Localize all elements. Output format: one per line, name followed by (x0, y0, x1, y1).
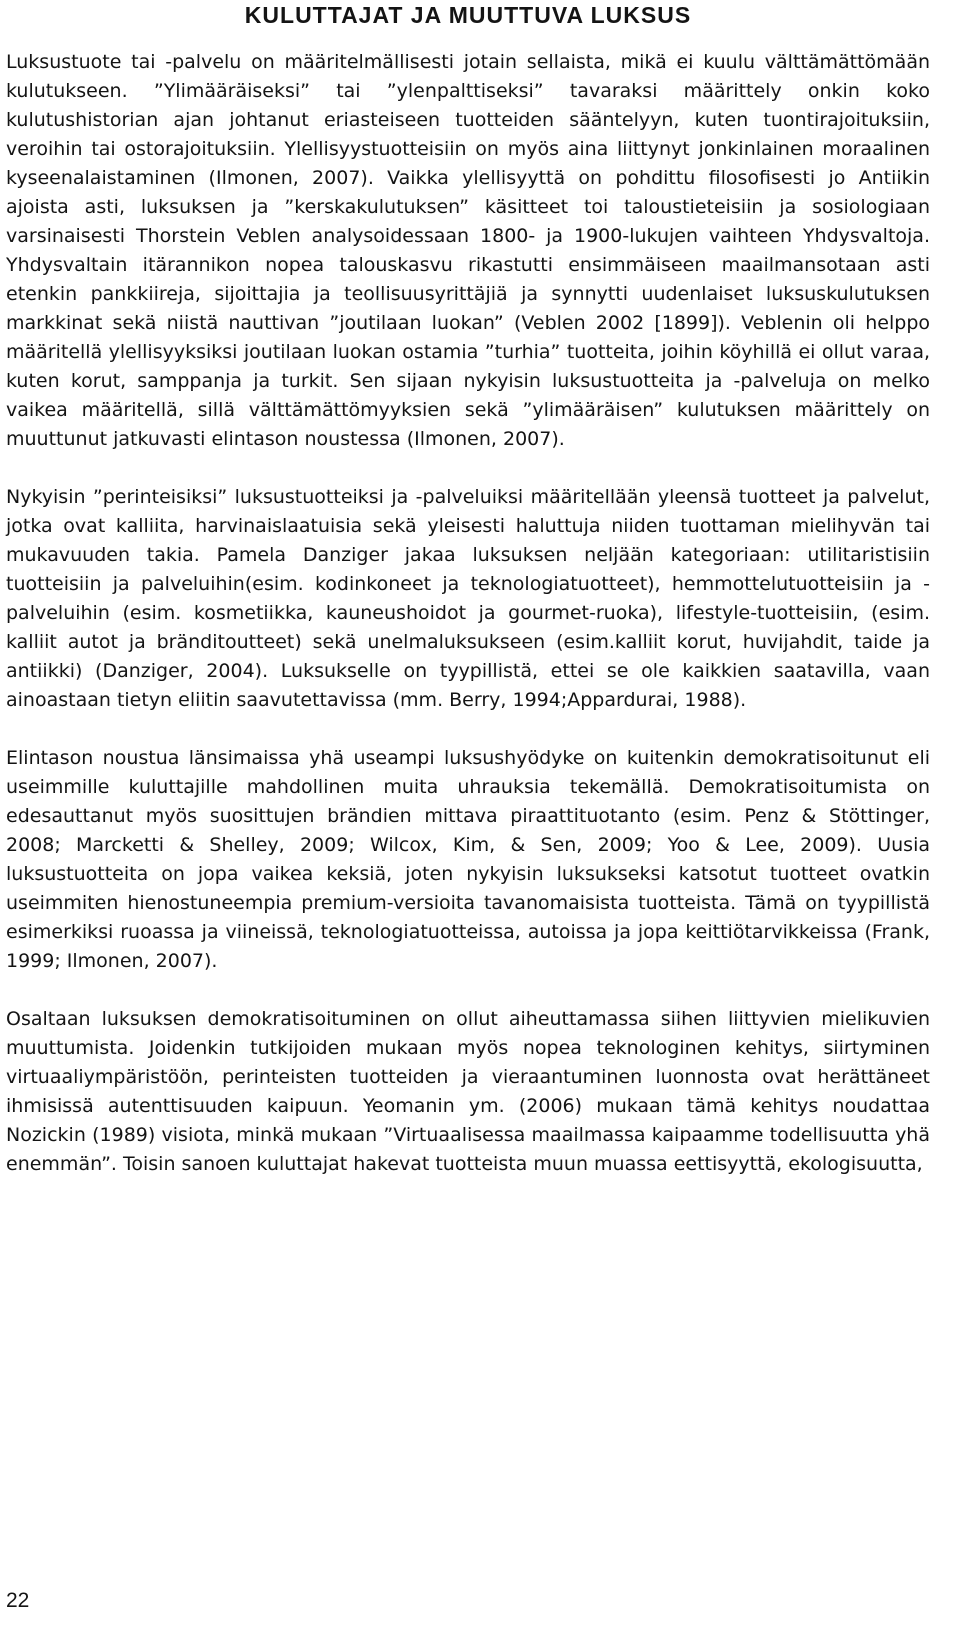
page-number: 22 (6, 1589, 30, 1612)
document-page (6, 0, 930, 1179)
paragraph-authenticity: Osaltaan luksuksen demokratisoituminen on ollut aiheuttamassa siihen liittyvien mielikuvien muuttumista. Joidenkin tutkijoiden mukaan myös nopea teknologinen kehitys, siirtyminen virtuaaliympäristöön, perinteisten tuotteiden ja vieraantuminen luonnosta ovat herättäneet ihmisissä autenttisuuden kaipuun. Yeomanin ym. (2006) mukaan tämä kehitys noudattaa Nozickin (1989) visiota, minkä mukaan ”Virtuaalisessa maailmassa kaipaamme todellisuutta yhä enemmän”. Toisin sanoen kuluttajat hakevat tuotteista muun muassa eettisyyttä, ekologisuutta, (6, 1008, 930, 1175)
section-heading: KULUTTAJAT JA MUUTTUVA LUKSUS (244, 2, 692, 28)
paragraph-luxury-definition: Luksustuote tai -palvelu on määritelmällisesti jotain sellaista, mikä ei kuulu välttämättömään kulutukseen. ”Ylimääräiseksi” tai ”ylenpalttiseksi” tavaraksi määrittely onkin koko kulutushistorian ajan johtanut eriasteiseen tuotteiden sääntelyyn, kuten tuontirajoituksiin, veroihin tai ostorajoituksiin. Ylellisyystuotteisiin on myös aina liittynyt jonkinlainen moraalinen kyseenalaistaminen (Ilmonen, 2007). Vaikka ylellisyyttä on pohdittu filosofisesti jo Antiikin ajoista asti, luksuksen ja ”kerskakulutuksen” käsitteet toi taloustieteisiin ja sosiologiaan varsinaisesti Thorstein Veblen analysoidessaan 1800- ja 1900-lukujen vaihteen Yhdysvaltoja. Yhdysvaltain itärannikon nopea talouskasvu rikastutti ensimmäiseen maailmansotaan asti etenkin pankkiireja, sijoittajia ja teollisuusyrittäjiä ja synnytti uudenlaiset luksuskulutuksen markkinat sekä niistä nauttivan ”joutilaan luokan” (Veblen 2002 [1899]). Veblenin oli helppo määritellä ylellisyyksiksi joutilaan luokan ostamia ”turhia” tuotteita, joihin köyhillä ei ollut varaa, kuten korut, samppanja ja turkit. Sen sijaan nykyisin luksustuotteita ja -palveluja on melko vaikea määritellä, sillä välttämättömyyksien sekä ”ylimääräisen” kulutuksen määrittely on muuttunut jatkuvasti elintason noustessa (Ilmonen, 2007). (6, 51, 930, 450)
paragraph-democratization: Elintason noustua länsimaissa yhä useampi luksushyödyke on kuitenkin demokratisoitunut eli useimmille kuluttajille mahdollinen muita uhrauksia tekemällä. Demokratisoitumista on edesauttanut myös suosittujen brändien mittava piraattituotanto (esim. Penz & Stöttinger, 2008; Marcketti & Shelley, 2009; Wilcox, Kim, & Sen, 2009; Yoo & Lee, 2009). Uusia luksustuotteita on jopa vaikea keksiä, joten nykyisin luksukseksi katsotut tuotteet ovatkin useimmiten hienostuneempia premium-versioita tavanomaisista tuotteista. Tämä on tyypillistä esimerkiksi ruoassa ja viineissä, teknologiatuotteissa, autoissa ja jopa keittiötarvikkeissa (Frank, 1999; Ilmonen, 2007). (6, 747, 930, 972)
paragraph-traditional-luxury: Nykyisin ”perinteisiksi” luksustuotteiksi ja -palveluiksi määritellään yleensä tuotteet ja palvelut, jotka ovat kalliita, harvinaislaatuisia sekä yleisesti haluttuja niiden tuottaman mielihyvän tai mukavuuden takia. Pamela Danziger jakaa luksuksen neljään kategoriaan: utilitaristisiin tuotteisiin ja palveluihin(esim. kodinkoneet ja teknologiatuotteet), hemmottelutuotteisiin ja -palveluihin (esim. kosmetiikka, kauneushoidot ja gourmet-ruoka), lifestyle-tuotteisiin, (esim. kalliit autot ja bränditoutteet) sekä unelmaluksukseen (esim.kalliit korut, huvijahdit, taide ja antiikki) (Danziger, 2004). Luksukselle on tyypillistä, ettei se ole kaikkien saatavilla, vaan ainoastaan tietyn eliitin saavutettavissa (mm. Berry, 1994;Appardurai, 1988). (6, 486, 930, 711)
